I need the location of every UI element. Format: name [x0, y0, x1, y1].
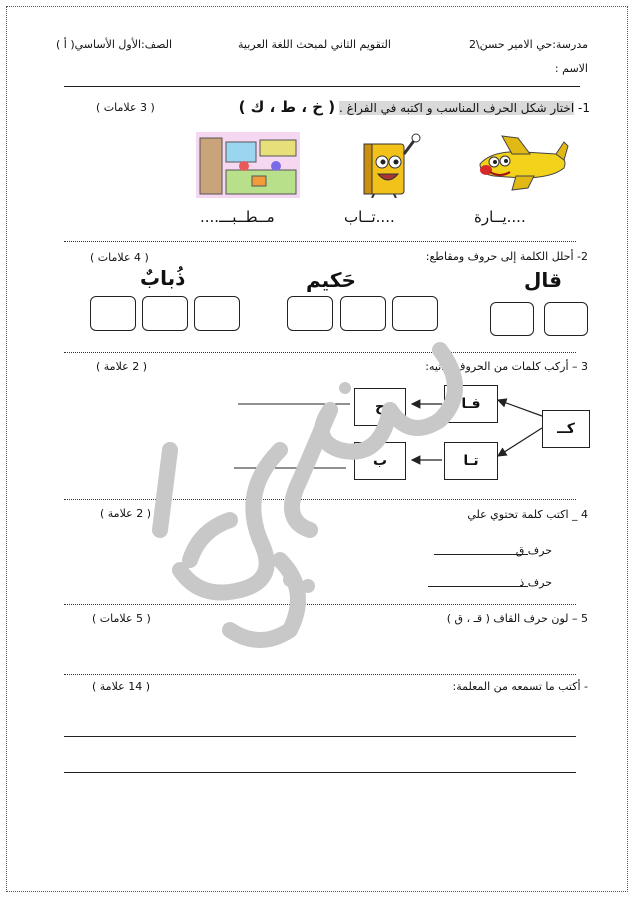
q4-divider — [64, 604, 576, 605]
syllable-box[interactable] — [287, 296, 333, 331]
q4-answer-line[interactable] — [428, 586, 528, 587]
school-name: مدرسة:حي الامير حسن\2 — [468, 38, 588, 51]
syllable-box[interactable] — [490, 302, 534, 336]
q1-letters: ( خ ، ط ، ك ) — [238, 98, 336, 116]
middle-letter-box: تـا — [444, 442, 498, 480]
kitchen-image — [196, 132, 300, 198]
q4-item-2: حرف ذ — [519, 576, 552, 589]
q4-instruction: 4 _ اكتب كلمة تحتوي علي — [467, 508, 588, 521]
source-letter-box: كــ — [542, 410, 590, 448]
q3-arrows — [230, 378, 590, 478]
q5-divider — [64, 674, 576, 675]
book-image — [352, 132, 424, 198]
name-label: الاسم : — [554, 62, 588, 75]
q1-divider — [64, 241, 576, 242]
q1-number: 1- — [578, 101, 590, 115]
airplane-image — [472, 132, 570, 194]
dictation-line[interactable] — [64, 736, 576, 737]
q6-marks: ( 14 علامة ) — [92, 680, 150, 693]
q2-word-3: ذُبابٌ — [140, 266, 186, 290]
syllable-box[interactable] — [142, 296, 188, 331]
q1-marks: ( 3 علامات ) — [96, 101, 155, 114]
q1-word-2: ....تــاب — [344, 208, 395, 226]
q1-word-1: ....يــارة — [474, 208, 526, 226]
q2-instruction: 2- أحلل الكلمة إلى حروف ومقاطع: — [425, 250, 588, 263]
grade-label: الصف:الأول الأساسي( أ ) — [56, 38, 173, 51]
middle-letter-box: فـا — [444, 385, 498, 423]
q3-divider — [64, 499, 576, 500]
q2-word-1: قال — [524, 268, 562, 292]
end-letter-box: ح — [354, 388, 406, 426]
syllable-box[interactable] — [340, 296, 386, 331]
q3-marks: ( 2 علامة ) — [96, 360, 147, 373]
q2-word-2: حَكيم — [306, 268, 356, 292]
syllable-box[interactable] — [90, 296, 136, 331]
q1-line — [239, 98, 590, 116]
q5-instruction: 5 – لون حرف القاف ( قـ ، ق ) — [446, 612, 588, 625]
q3-instruction: 3 – أركب كلمات من الحروف الآتيه: — [425, 360, 588, 373]
header-divider — [64, 86, 580, 87]
q1-instruction: اختار شكل الحرف المناسب و اكتبه في الفراغ . — [338, 101, 575, 115]
dictation-line[interactable] — [64, 772, 576, 773]
q1-word-3: مــطــبـــ.... — [200, 208, 275, 226]
q2-divider — [64, 352, 576, 353]
q4-answer-line[interactable] — [434, 554, 528, 555]
syllable-box[interactable] — [544, 302, 588, 336]
q4-item-1: حرف ق — [515, 544, 552, 557]
assessment-title: التقويم الثاني لمبحث اللغة العربية — [238, 38, 391, 51]
end-letter-box: ب — [354, 442, 406, 480]
q5-marks: ( 5 علامات ) — [92, 612, 151, 625]
syllable-box[interactable] — [392, 296, 438, 331]
q2-marks: ( 4 علامات ) — [90, 251, 149, 264]
q6-instruction: - أكتب ما تسمعه من المعلمة: — [452, 680, 588, 693]
q4-marks: ( 2 علامة ) — [100, 507, 151, 520]
syllable-box[interactable] — [194, 296, 240, 331]
